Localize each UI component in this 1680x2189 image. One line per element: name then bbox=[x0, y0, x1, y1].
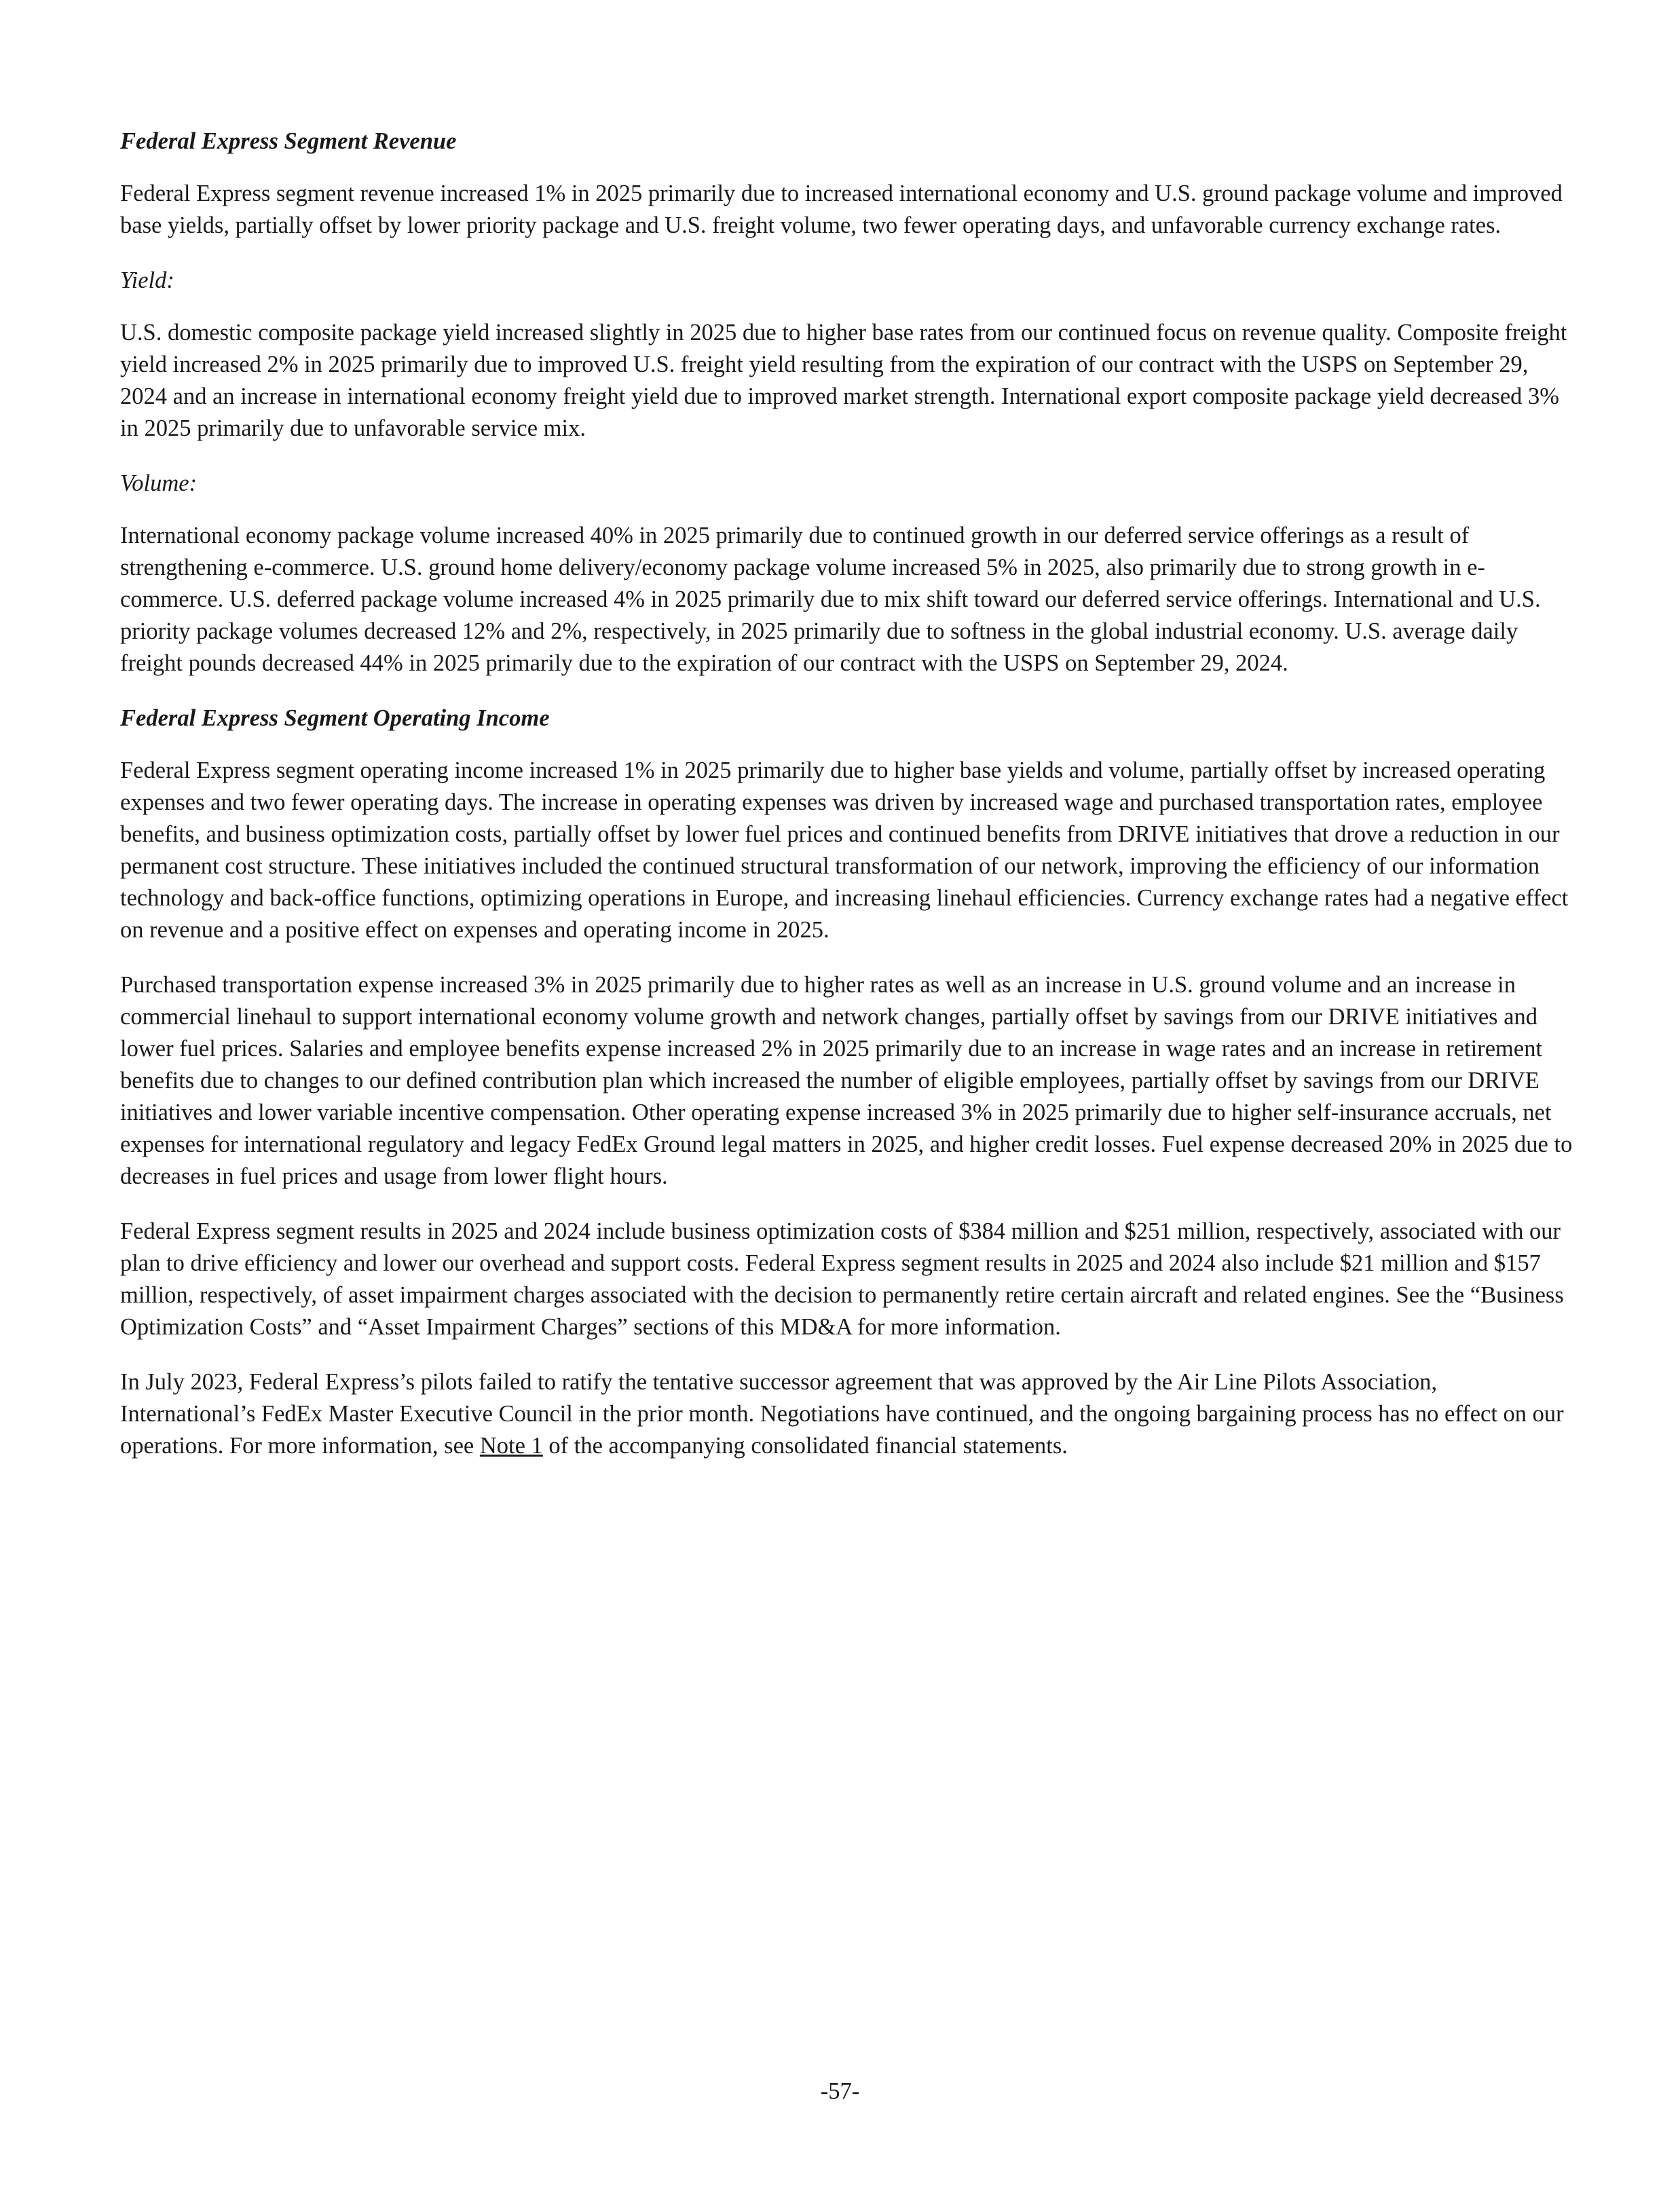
section-heading-operating-income: Federal Express Segment Operating Income bbox=[120, 705, 550, 731]
paragraph-text-post: of the accompanying consolidated financial statements. bbox=[542, 1433, 1068, 1459]
paragraph-operating-income-4 bbox=[120, 1366, 1573, 1462]
paragraph-operating-income-3: Federal Express segment results in 2025 and 2024 include business optimization costs of $384 million and $251 million, respectively, associated with our plan to drive efficiency and lower our overhead and support costs. Federal Express segment results in 2025 and 2024 also include $21 million and $157 million, respectively, of asset impairment charges associated with the decision to permanently retire certain aircraft and related engines. See the “Business Optimization Costs” and “Asset Impairment Charges” sections of this MD&A for more information. bbox=[120, 1218, 1564, 1340]
paragraph-revenue: Federal Express segment revenue increased 1% in 2025 primarily due to increased international economy and U.S. ground package volume and improved base yields, partially offset by lower priority package and U.S. freight volume, two fewer operating days, and unfavorable currency exchange rates. bbox=[120, 181, 1563, 238]
paragraph-yield: U.S. domestic composite package yield increased slightly in 2025 due to higher base rates from our continued focus on revenue quality. Composite freight yield increased 2% in 2025 primarily due to improved U.S. freight yield resulting from the expiration of our contract with the USPS on September 29, 2024 and an increase in international economy freight yield due to improved market strength. International export composite package yield decreased 3% in 2025 primarily due to unfavorable service mix. bbox=[120, 320, 1567, 441]
note-1-link[interactable]: Note 1 bbox=[479, 1433, 543, 1459]
subheading-volume: Volume: bbox=[120, 470, 198, 496]
subheading-yield: Yield: bbox=[120, 267, 174, 293]
section-heading-revenue: Federal Express Segment Revenue bbox=[120, 128, 457, 154]
paragraph-text-pre: In July 2023, Federal Express’s pilots failed to ratify the tentative successor agreement that was approved by the Air Line Pilots Association, International’s FedEx Master Executive Council in the prior month. Negotiations have continued, and the ongoing bargaining process has no effect on our operations. For more information, see bbox=[120, 1369, 1564, 1459]
document-body bbox=[120, 126, 1573, 1485]
page-number: -57- bbox=[820, 2078, 860, 2104]
paragraph-operating-income-2: Purchased transportation expense increased 3% in 2025 primarily due to higher rates as well as an increase in U.S. ground volume and an increase in commercial linehaul to support international economy volume growth and network changes, partially offset by savings from our DRIVE initiatives and lower fuel prices. Salaries and employee benefits expense increased 2% in 2025 primarily due to an increase in wage rates and an increase in retirement benefits due to changes to our defined contribution plan which increased the number of eligible employees, partially offset by savings from our DRIVE initiatives and lower variable incentive compensation. Other operating expense increased 3% in 2025 primarily due to higher self-insurance accruals, net expenses for international regulatory and legacy FedEx Ground legal matters in 2025, and higher credit losses. Fuel expense decreased 20% in 2025 due to decreases in fuel prices and usage from lower flight hours. bbox=[120, 972, 1573, 1189]
paragraph-volume: International economy package volume increased 40% in 2025 primarily due to continued growth in our deferred service offerings as a result of strengthening e-commerce. U.S. ground home delivery/economy package volume increased 5% in 2025, also primarily due to strong growth in e-commerce. U.S. deferred package volume increased 4% in 2025 primarily due to mix shift toward our deferred service offerings. International and U.S. priority package volumes decreased 12% and 2%, respectively, in 2025 primarily due to softness in the global industrial economy. U.S. average daily freight pounds decreased 44% in 2025 primarily due to the expiration of our contract with the USPS on September 29, 2024. bbox=[120, 523, 1541, 676]
paragraph-operating-income-1: Federal Express segment operating income increased 1% in 2025 primarily due to higher base yields and volume, partially offset by increased operating expenses and two fewer operating days. The increase in operating expenses was driven by increased wage and purchased transportation rates, employee benefits, and business optimization costs, partially offset by lower fuel prices and continued benefits from DRIVE initiatives that drove a reduction in our permanent cost structure. These initiatives included the continued structural transformation of our network, improving the efficiency of our information technology and back-office functions, optimizing operations in Europe, and increasing linehaul efficiencies. Currency exchange rates had a negative effect on revenue and a positive effect on expenses and operating income in 2025. bbox=[120, 757, 1569, 943]
